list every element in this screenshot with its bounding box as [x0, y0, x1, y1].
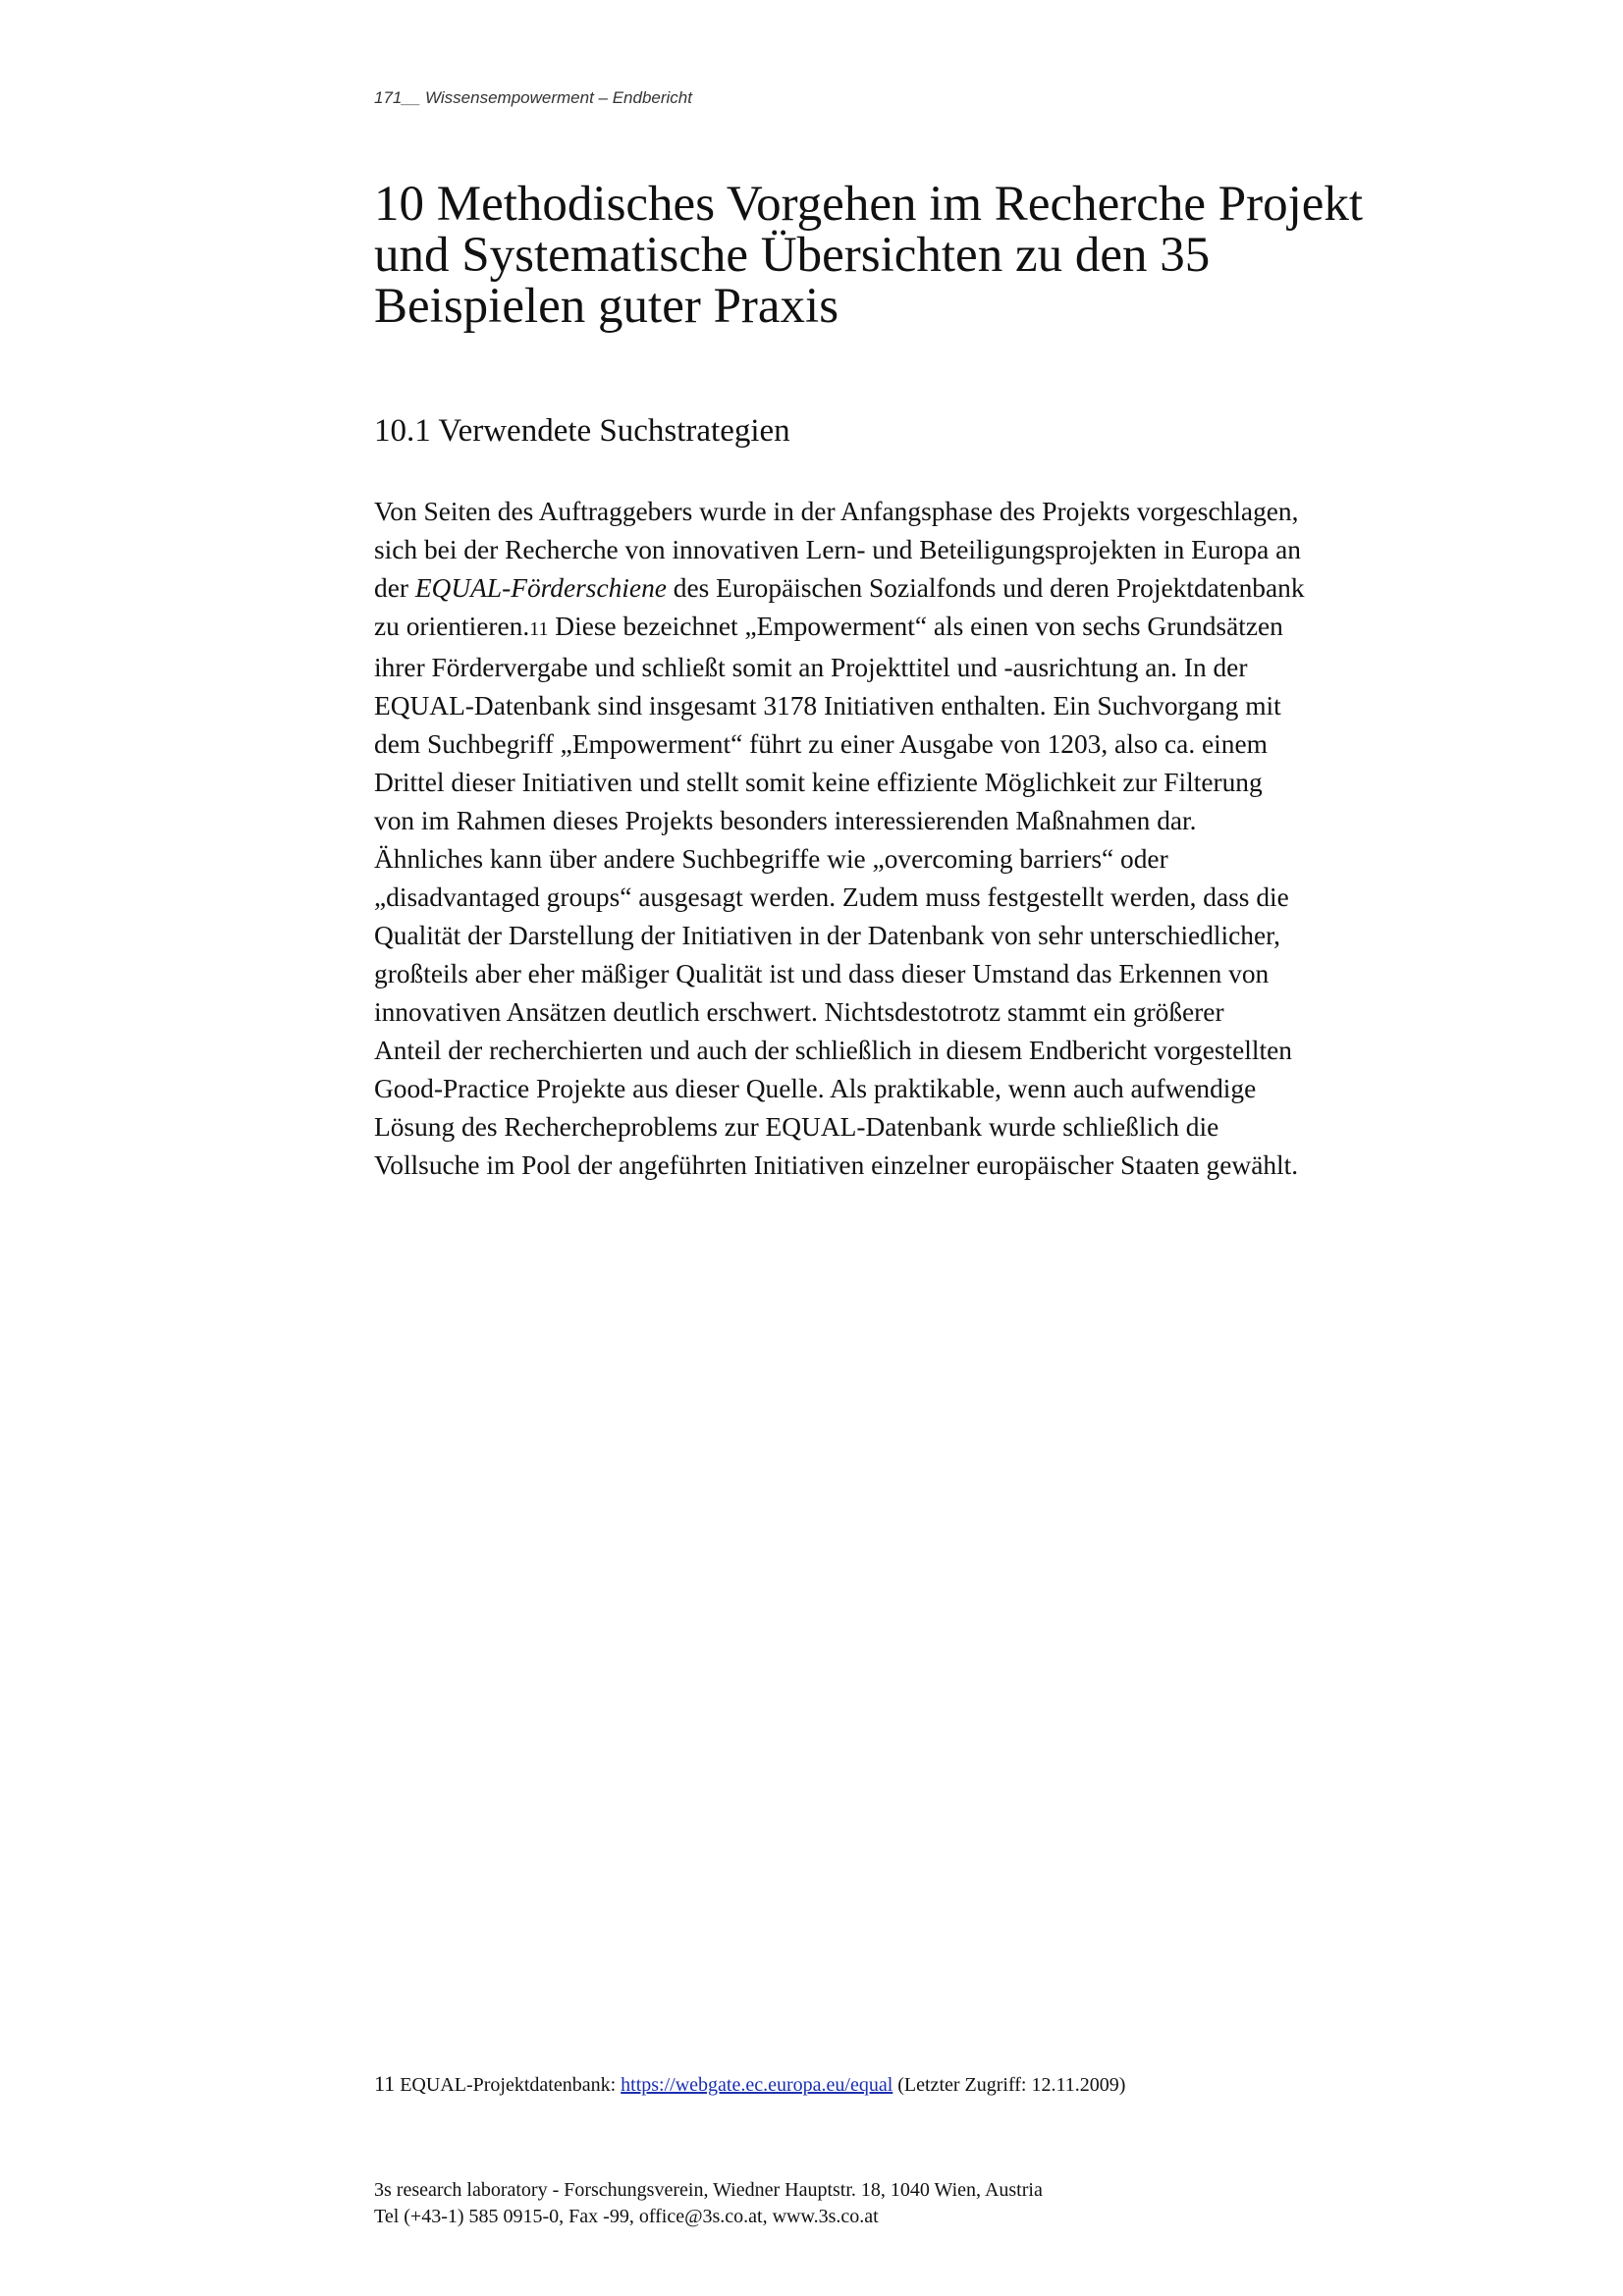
body-line: Ähnliches kann über andere Suchbegriffe wie „overcoming barriers“ oder [374, 844, 1168, 874]
body-line: Lösung des Rechercheproblems zur EQUAL-Datenbank wurde schließlich die [374, 1112, 1219, 1142]
emphasis-equal-foerderschiene: EQUAL-Förderschiene [414, 573, 667, 603]
body-text-segment: der [374, 573, 415, 603]
footnote-reference[interactable]: 11 [529, 618, 549, 640]
footnote-number: 11 [374, 2071, 396, 2096]
body-line: innovativen Ansätzen deutlich erschwert. Nichtsdestotrotz stammt ein größerer [374, 997, 1224, 1027]
body-line: Drittel dieser Initiativen und stellt somit keine effiziente Möglichkeit zur Filterung [374, 768, 1263, 797]
page-footer [374, 2177, 1043, 2230]
running-head: 171__ Wissensempowerment – Endbericht [374, 88, 692, 107]
body-line: Von Seiten des Auftraggebers wurde in der Anfangsphase des Projekts vorgeschlagen, [374, 497, 1299, 526]
body-line: großteils aber eher mäßiger Qualität ist und dass dieser Umstand das Erkennen von [374, 959, 1270, 988]
chapter-title-line: und Systematische Übersichten zu den 35 [374, 228, 1211, 283]
body-line: ihrer Fördervergabe und schließt somit an Projekttitel und -ausrichtung an. In der [374, 653, 1248, 682]
body-paragraph [374, 493, 1493, 1185]
body-line: „disadvantaged groups“ ausgesagt werden. Zudem muss festgestellt werden, dass die [374, 882, 1289, 912]
body-line: von im Rahmen dieses Projekts besonders interessierenden Maßnahmen dar. [374, 806, 1197, 835]
chapter-title-line: 10 Methodisches Vorgehen im Recherche Projekt [374, 177, 1364, 232]
chapter-title-line: Beispielen guter Praxis [374, 279, 839, 334]
footer-address: 3s research laboratory - Forschungsverein, Wiedner Hauptstr. 18, 1040 Wien, Austria [374, 2179, 1043, 2201]
equal-database-link[interactable]: https://webgate.ec.europa.eu/equal [621, 2074, 893, 2096]
body-line: Anteil der recherchierten und auch der schließlich in diesem Endbericht vorgestellten [374, 1036, 1292, 1065]
body-line: dem Suchbegriff „Empowerment“ führt zu einer Ausgabe von 1203, also ca. einem [374, 729, 1268, 759]
body-line: sich bei der Recherche von innovativen Lern- und Beteiligungsprojekten in Europa an [374, 535, 1301, 564]
body-line: Vollsuche im Pool der angeführten Initiativen einzelner europäischer Staaten gewählt. [374, 1150, 1299, 1180]
body-line [374, 608, 1493, 649]
chapter-title [374, 179, 1503, 332]
body-line: Good-Practice Projekte aus dieser Quelle. Als praktikable, wenn auch aufwendige [374, 1074, 1257, 1103]
section-title: 10.1 Verwendete Suchstrategien [374, 413, 790, 449]
body-line [374, 569, 1493, 608]
footer-contact: Tel (+43-1) 585 0915-0, Fax -99, office@3s.co.at, www.3s.co.at [374, 2206, 879, 2227]
body-text-segment: zu orientieren. [374, 612, 530, 641]
body-text-segment: des Europäischen Sozialfonds und deren Projektdatenbank [666, 573, 1305, 603]
body-text-segment: Diese bezeichnet „Empowerment“ als einen von sechs Grundsätzen [548, 612, 1283, 641]
footnote-suffix: (Letzter Zugriff: 12.11.2009) [893, 2074, 1126, 2096]
footnote [374, 2071, 1125, 2098]
footnote-label: EQUAL-Projektdatenbank: [400, 2074, 622, 2096]
body-line: EQUAL-Datenbank sind insgesamt 3178 Initiativen enthalten. Ein Suchvorgang mit [374, 691, 1281, 721]
body-line: Qualität der Darstellung der Initiativen in der Datenbank von sehr unterschiedlicher, [374, 921, 1281, 950]
